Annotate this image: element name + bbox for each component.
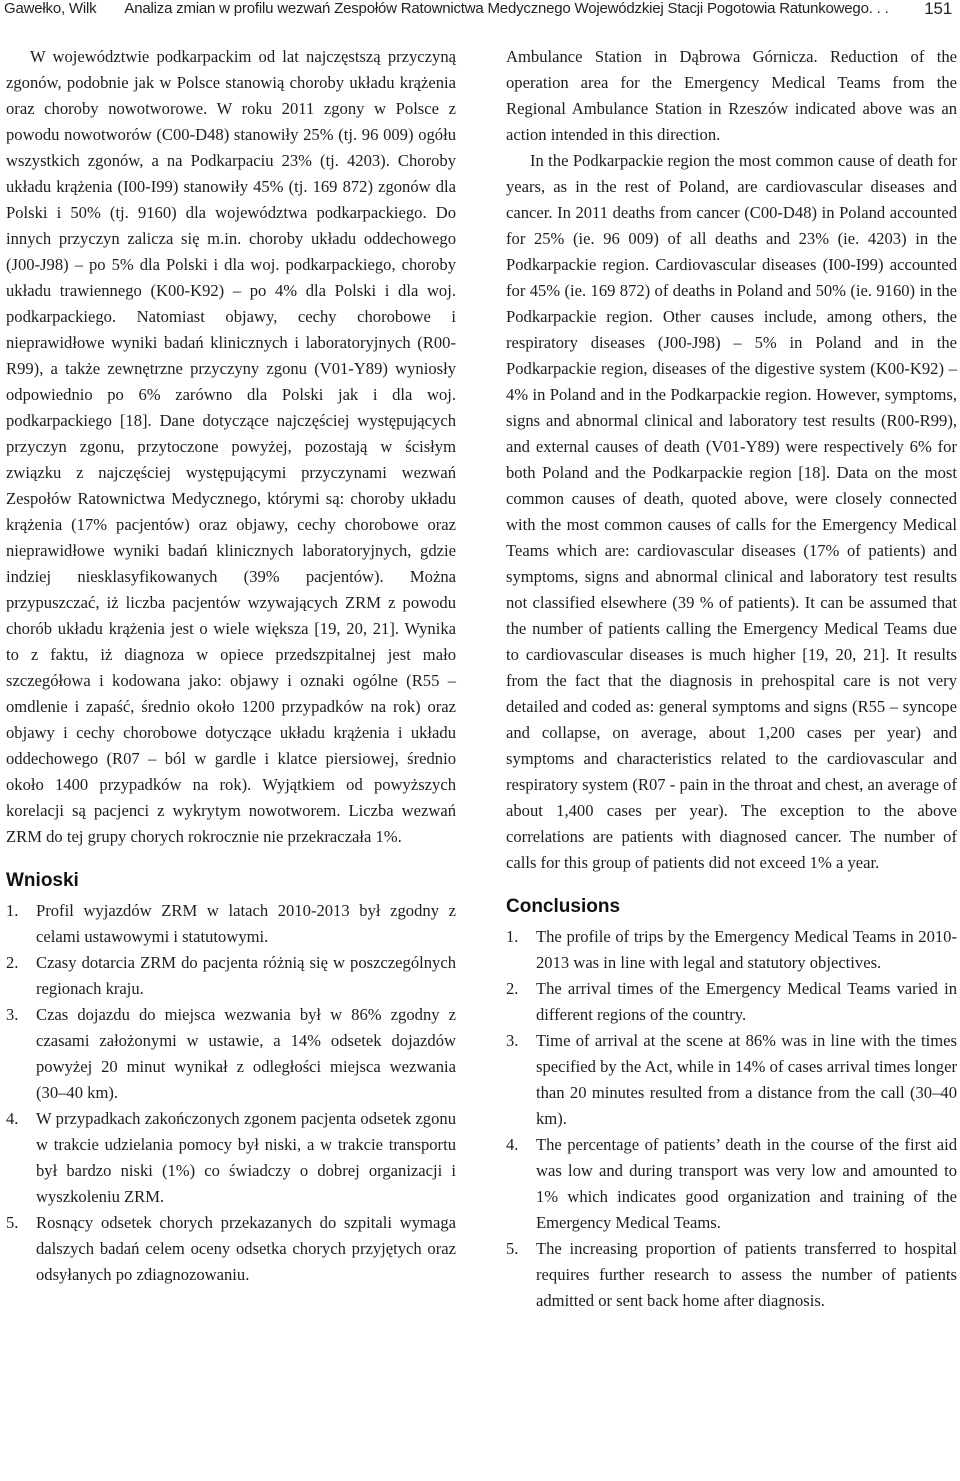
list-item-number: 4. (6, 1109, 19, 1128)
left-column-polish (6, 44, 456, 1288)
list-item-text: Profil wyjazdów ZRM w latach 2010-2013 był zgodny z celami ustawowymi i statutowymi. (36, 901, 456, 946)
list-item-text: The arrival times of the Emergency Medical Teams varied in different regions of the country. (536, 979, 957, 1024)
list-item-text: The percentage of patients’ death in the course of the first aid was low and during transport was very low and amounted to 1% which indicates good organization and training of the Emergency Medical Teams. (536, 1135, 957, 1232)
list-item (6, 898, 456, 950)
list-item (6, 950, 456, 1002)
list-item-number: 4. (506, 1135, 519, 1154)
list-item-number: 2. (6, 953, 19, 972)
header-title: Analiza zmian w profilu wezwań Zespołów Ratownictwa Medycznego Wojewódzkiej Stacji Pogotowia Ratunkowego. . . (124, 0, 889, 17)
list-item-text: Rosnący odsetek chorych przekazanych do szpitali wymaga dalszych badań celem oceny odsetka chorych przyjętych oraz odsyłanych po zdiagnozowaniu. (36, 1213, 456, 1284)
conclusions-list (6, 898, 456, 1288)
list-item (506, 924, 957, 976)
list-item (506, 1028, 957, 1132)
list-item (6, 1002, 456, 1106)
list-item (506, 1132, 957, 1236)
list-item-text: Time of arrival at the scene at 86% was in line with the times specified by the Act, while in 14% of cases arrival times longer than 20 minutes resulted from a distance from the call (30–40 km). (536, 1031, 957, 1128)
running-header (4, 0, 952, 22)
list-item-number: 2. (506, 979, 519, 998)
right-column-english (506, 44, 957, 1314)
list-item-text: Czas dojazdu do miejsca wezwania był w 86% zgodny z czasami założonymi w ustawie, a 14% odsetek dojazdów powyżej 20 minut wynikał z odległości miejsca wezwania (30–40 km). (36, 1005, 456, 1102)
list-item-text: Czasy dotarcia ZRM do pacjenta różnią się w poszczególnych regionach kraju. (36, 953, 456, 998)
body-paragraph: In the Podkarpackie region the most common cause of death for years, as in the rest of Poland, are cardiovascular diseases and cancer. In 2011 deaths from cancer (C00-D48) in Poland accounted for 25% (ie. 96 009) of all deaths and 23% (ie. 4203) in the Podkarpackie region. Cardiovascular diseases (I00-I99) accounted for 45% (ie. 169 872) of deaths in Poland and 50% (ie. 9160) in the Podkarpackie region. Other causes include, among others, the respiratory diseases (J00-J98) – 5% in Poland and in the Podkarpackie region, diseases of the digestive system (K00-K92) – 4% in Poland and in the Podkarpackie region. However, symptoms, signs and abnormal clinical and laboratory test results (R00-R99), and external causes of death (V01-Y89) were respectively 6% for both Poland and the Podkarpackie region [18]. Data on the most common causes of death, quoted above, were closely connected with the most common causes of calls for the Emergency Medical Teams which are: cardiovascular diseases (17% of patients) and symptoms, signs and abnormal clinical and laboratory test results not classified elsewhere (39 % of patients). It can be assumed that the number of patients calling the Emergency Medical Teams due to cardiovascular diseases is much higher [19, 20, 21]. It results from the fact that the diagnosis in prehospital care is not very detailed and coded as: general symptoms and signs (R55 – syncope and collapse, on average, about 1,200 cases per year) and symptoms and characteristics related to the cardiovascular and respiratory system (R07 - pain in the throat and chest, an average of about 1,400 cases per year). The exception to the above correlations are patients with diagnosed cancer. The number of calls for this group of patients did not exceed 1% a year. (506, 151, 957, 872)
section-title-conclusions: Conclusions (506, 896, 621, 917)
list-item-number: 5. (6, 1213, 19, 1232)
body-paragraph-continued: Ambulance Station in Dąbrowa Górnicza. Reduction of the operation area for the Emergency Medical Teams from the Regional Ambulance Station in Rzeszów indicated above was an action intended in this direction. (506, 47, 957, 144)
page-number: 151 (924, 0, 952, 18)
list-item (6, 1210, 456, 1288)
list-item-number: 1. (6, 901, 19, 920)
body-paragraph: W województwie podkarpackim od lat najczęstszą przyczyną zgonów, podobnie jak w Polsce stanowią choroby układu krążenia oraz choroby nowotworowe. W roku 2011 zgony w Polsce z powodu nowotworów (C00-D48) stanowiły 25% (tj. 96 009) ogółu wszystkich zgonów, a na Podkarpaciu 23% (tj. 4203). Choroby układu krążenia (I00-I99) stanowiły 45% (tj. 169 872) zgonów dla Polski i 50% (tj. 9160) dla województwa podkarpackiego. Do innych przyczyn zalicza się m.in. choroby układu oddechowego (J00-J98) – po 5% dla Polski i dla woj. podkarpackiego, choroby układu trawiennego (K00-K92) – po 4% dla Polski i dla woj. podkarpackiego. Natomiast objawy, cechy chorobowe i nieprawidłowe wyniki badań klinicznych i laboratoryjnych (R00-R99), a także zewnętrzne przyczyny zgonu (V01-Y89) wyniosły odpowiednio po 6% zarówno dla Polski jak i dla woj. podkarpackiego [18]. Dane dotyczące najczęściej występujących przyczyn zgonu, przytoczone powyżej, pozostają w ścisłym związku z najczęściej występującymi przyczynami wezwań Zespołów Ratownictwa Medycznego, którymi są: choroby układu krążenia (17% pacjentów) oraz objawy, cechy chorobowe oraz nieprawidłowe wyniki badań klinicznych laboratoryjnych, gdzie indziej niesklasyfikowanych (39% pacjentów). Można przypuszczać, iż liczba pacjentów wzywających ZRM z powodu chorób układu krążenia jest o wiele większa [19, 20, 21]. Wynika to z faktu, iż diagnoza w opiece przedszpitalnej jest mało szczegółowa i kodowana jako: objawy i oznaki ogólne (R55 – omdlenie i zapaść, średnio około 1200 przypadków na rok) oraz objawy i cechy chorobowe dotyczące układu krążenia i układu oddechowego (R07 – ból w gardle i klatce piersiowej, średnio około 1400 przypadków na rok). Wyjątkiem od powyższych korelacji są pacjenci z wykrytym nowotworem. Liczba wezwań ZRM do tej grupy chorych rokrocznie nie przekraczała 1%. (6, 47, 456, 846)
list-item-number: 3. (506, 1031, 519, 1050)
list-item-text: W przypadkach zakończonych zgonem pacjenta odsetek zgonu w trakcie udzielania pomocy był niski, a w trakcie transportu był bardzo niski (1%) co świadczy o dobrej organizacji i wyszkoleniu ZRM. (36, 1109, 456, 1206)
list-item-number: 3. (6, 1005, 19, 1024)
list-item-text: The increasing proportion of patients transferred to hospital requires further research to assess the number of patients admitted or sent back home after diagnosis. (536, 1239, 957, 1310)
header-authors: Gawełko, Wilk (4, 0, 97, 17)
list-item (506, 976, 957, 1028)
list-item (6, 1106, 456, 1210)
list-item-text: The profile of trips by the Emergency Medical Teams in 2010-2013 was in line with legal and statutory objectives. (536, 927, 957, 972)
list-item-number: 5. (506, 1239, 519, 1258)
section-title-wnioski: Wnioski (6, 870, 79, 891)
list-item (506, 1236, 957, 1314)
list-item-number: 1. (506, 927, 519, 946)
conclusions-list (506, 924, 957, 1314)
